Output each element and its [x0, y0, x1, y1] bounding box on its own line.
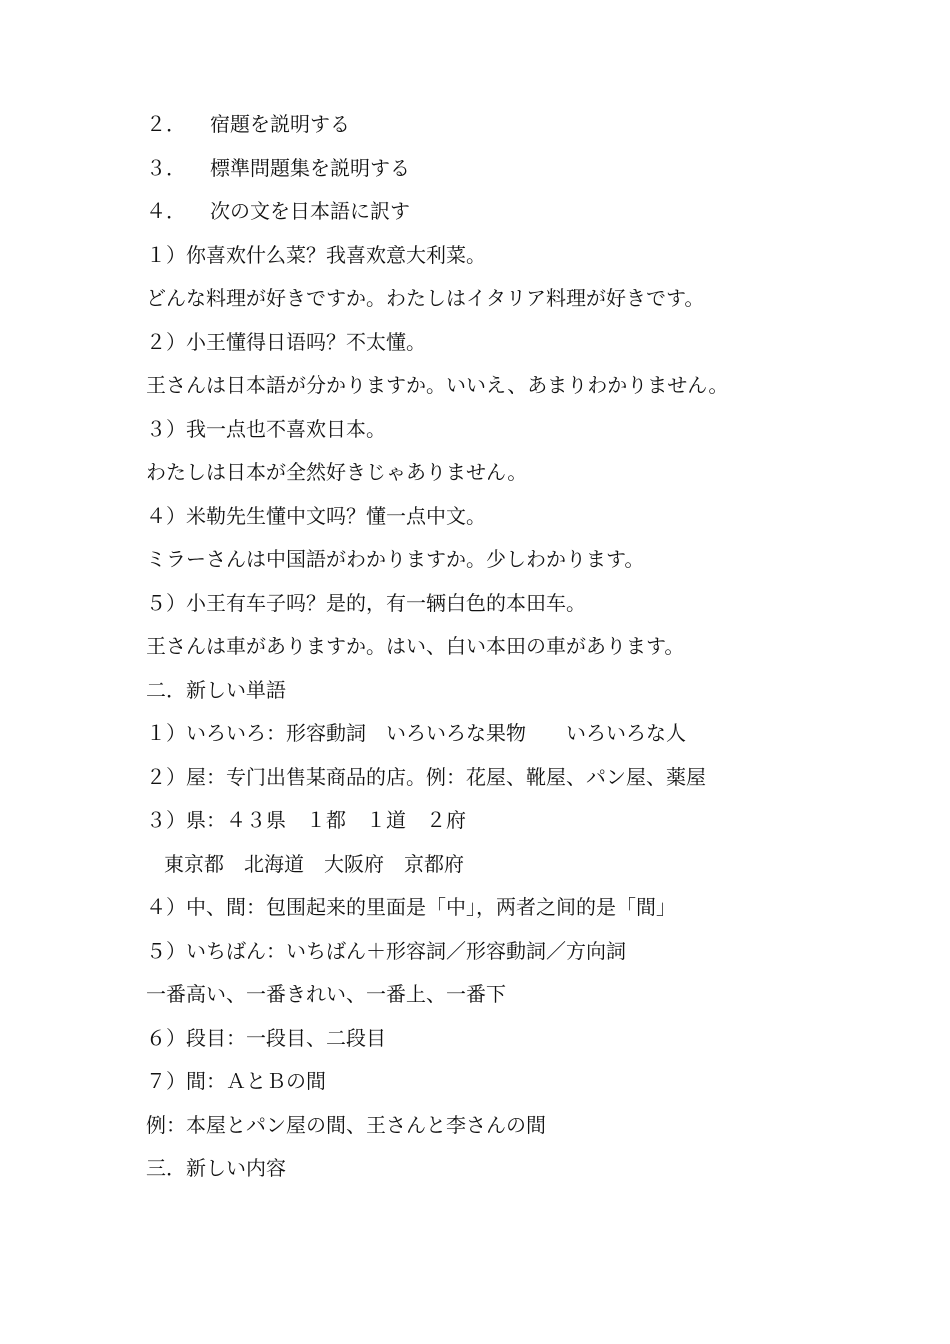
text-line: ４）中、間：包围起来的里面是「中」，两者之间的是「間」	[146, 895, 676, 919]
text-line: ２）小王懂得日语吗？不太懂。	[146, 329, 426, 354]
text-line: 王さんは車がありますか。はい、白い本田の車があります。	[146, 634, 685, 658]
text-line: わたしは日本が全然好きじゃありません。	[146, 460, 528, 484]
text-line: 東京都 北海道 大阪府 京都府	[164, 851, 464, 876]
text-line: ５）いちばん：いちばん＋形容詞／形容動詞／方向詞	[146, 938, 626, 963]
text-line: どんな料理が好きですか。わたしはイタリア料理が好きです。	[146, 286, 705, 310]
item-text: 標準問題集を説明する	[210, 155, 410, 180]
text-line: ４）米勒先生懂中文吗？懂一点中文。	[146, 503, 486, 528]
text-line: ６）段目：一段目、二段目	[146, 1025, 386, 1050]
item-number: ３．	[146, 155, 186, 180]
text-line: 王さんは日本語が分かりますか。いいえ、あまりわかりません。	[146, 373, 729, 397]
text-line: 一番高い、一番きれい、一番上、一番下	[146, 982, 506, 1006]
document-body	[146, 106, 906, 1194]
text-line: １）いろいろ：形容動詞 いろいろな果物 いろいろな人	[146, 721, 686, 745]
list-item	[146, 150, 906, 194]
text-line: ２）屋：专门出售某商品的店。例：花屋、靴屋、パン屋、薬屋	[146, 764, 706, 789]
item-number: ２．	[146, 112, 186, 136]
list-item	[146, 193, 906, 237]
text-line: ３）我一点也不喜欢日本。	[146, 416, 386, 441]
section-heading: 二．新しい単語	[146, 677, 286, 702]
text-line: １）你喜欢什么菜？我喜欢意大利菜。	[146, 242, 486, 267]
item-text: 宿題を説明する	[210, 112, 350, 136]
text-line: ミラーさんは中国語がわかりますか。少しわかります。	[146, 547, 645, 571]
list-item	[146, 106, 906, 150]
text-line: 例：本屋とパン屋の間、王さんと李さんの間	[146, 1112, 546, 1137]
item-number: ４．	[146, 199, 186, 223]
section-heading: 三．新しい内容	[146, 1156, 286, 1180]
item-text: 次の文を日本語に訳す	[210, 199, 410, 223]
text-line: ５）小王有车子吗？是的，有一辆白色的本田车。	[146, 590, 586, 615]
text-line: ７）間：ＡとＢの間	[146, 1069, 326, 1093]
text-line: ３）県：４３県 １都 １道 ２府	[146, 808, 466, 832]
